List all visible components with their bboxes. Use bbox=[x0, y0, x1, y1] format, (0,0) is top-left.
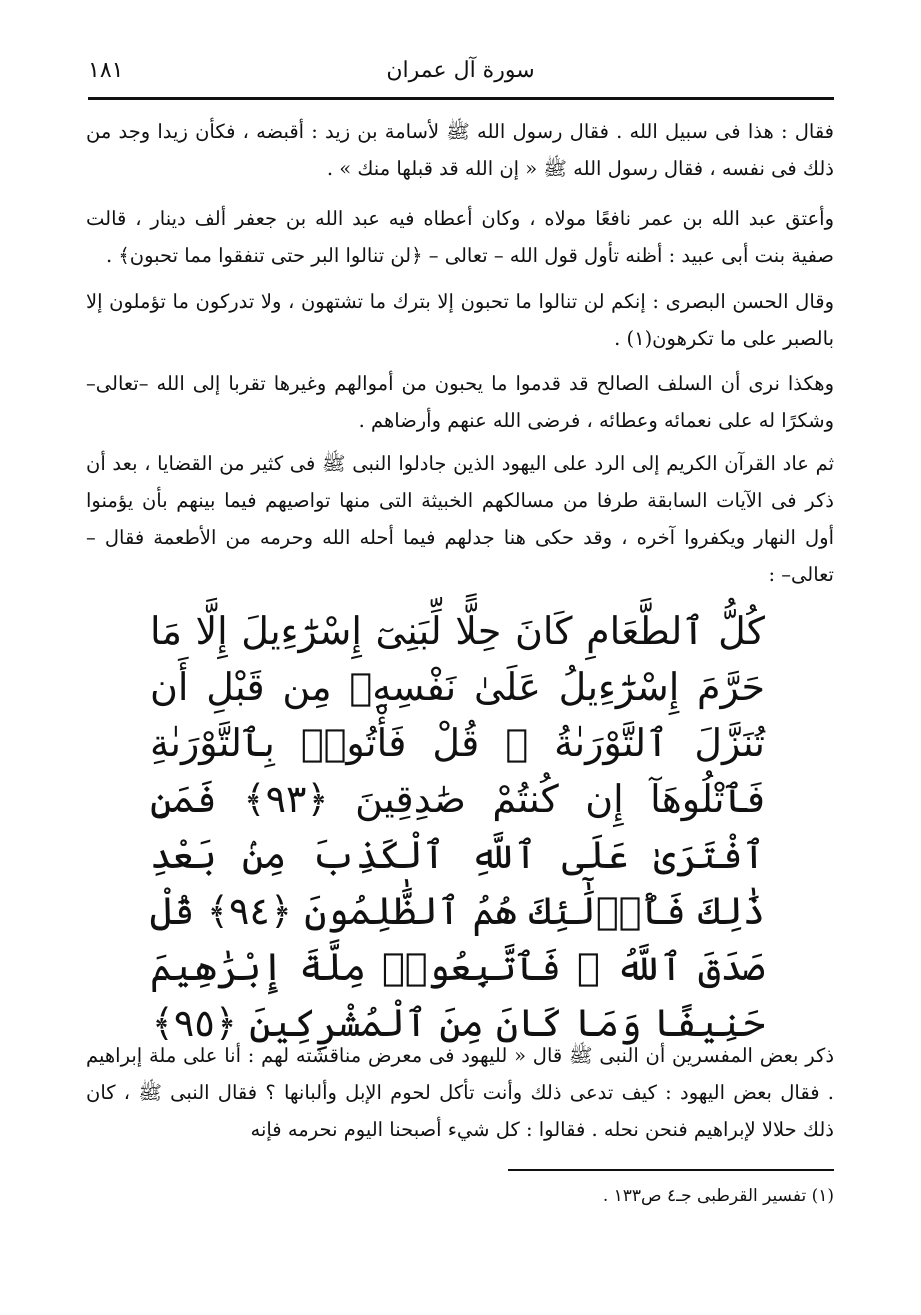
paragraph-2: وأعتق عبد الله بن عمر نافعًا مولاه ، وكان أعطاه فيه عبد الله بن جعفر ألف دينار ، قالت صفية بنت أبى عبيد : أظنه تأول قول الله – تعالى – ﴿لن تنالوا البر حتى تنفقوا مما تحبون﴾ . bbox=[86, 207, 834, 267]
paragraph-5: ثم عاد القرآن الكريم إلى الرد على اليهود الذين جادلوا النبى ﷺ فى كثير من القضايا ، بعد أن ذكر فى الآيات السابقة طرفا من مسالكهم الخبيثة التى منها تواصيهم فيما بينهم بأن يؤمنوا أول النهار ويكفروا آخره ، وقد حكى هنا جدلهم فيما أحله الله وحرمه من الأطعمة فقال –تعالى– : bbox=[86, 452, 834, 586]
page-number: ١٨١ bbox=[88, 58, 124, 83]
paragraph-3: وقال الحسن البصرى : إنكم لن تنالوا ما تحبون إلا بترك ما تشتهون ، ولا تدركون ما تؤملون إلا بالصبر على ما تكرهون(١) . bbox=[86, 290, 834, 350]
quran-verses: كُلُّ ٱلطَّعَامِ كَانَ حِلًّا لِّبَنِىٓ إِسْرَٰٓءِيلَ إِلَّا مَا حَرَّمَ إِسْرَٰٓءِيلُ عَلَىٰ نَفْسِهِۦ مِن قَبْلِ أَن تُنَزَّلَ ٱلتَّوْرَىٰةُ ۗ قُلْ فَأْتُوا۟ بِٱلتَّوْرَىٰةِ فَٱتْلُوهَآ إِن كُنتُمْ صَٰدِقِينَ ﴿٩٣﴾ فَمَنِ ٱفْتَرَىٰ عَلَى ٱللَّهِ ٱلْكَذِبَ مِنۢ بَعْدِ ذَٰلِكَ فَأُو۟لَٰٓئِكَ هُمُ ٱلظَّٰلِمُونَ ﴿٩٤﴾ قُلْ صَدَقَ ٱللَّهُ ۗ فَٱتَّبِعُوا۟ مِلَّةَ إِبْرَٰهِيمَ حَنِيفًا وَمَا كَانَ مِنَ ٱلْمُشْرِكِينَ ﴿٩٥﴾ bbox=[150, 609, 765, 1045]
page-header bbox=[88, 52, 833, 92]
footnote: (١) تفسير القرطبى جـ٤ ص١٣٣ . bbox=[602, 1186, 834, 1206]
paragraph-1: فقال : هذا فى سبيل الله . فقال رسول الله ﷺ لأسامة بن زيد : أقبضه ، فكأن زيدا وجد من ذلك فى نفسه ، فقال رسول الله ﷺ « إن الله قد قبلها منك » . bbox=[86, 120, 834, 180]
header-divider bbox=[88, 97, 834, 100]
paragraph-4: وهكذا نرى أن السلف الصالح قد قدموا ما يحبون من أموالهم وغيرها تقربا إلى الله –تعالى– وشكرًا له على نعمائه وعطائه ، فرضى الله عنهم وأرضاهم . bbox=[86, 372, 834, 432]
running-title: سورة آل عمران bbox=[386, 58, 535, 83]
footnote-divider bbox=[508, 1169, 834, 1171]
commentary-paragraph: ذكر بعض المفسرين أن النبى ﷺ قال « لليهود فى معرض مناقشته لهم : أنا على ملة إبراهيم . فقال بعض اليهود : كيف تدعى ذلك وأنت تأكل لحوم الإبل وألبانها ؟ فقال النبى ﷺ ، كان ذلك حلالا لإبراهيم فنحن نحله . فقالوا : كل شيء أصبحنا اليوم نحرمه فإنه bbox=[86, 1044, 834, 1141]
